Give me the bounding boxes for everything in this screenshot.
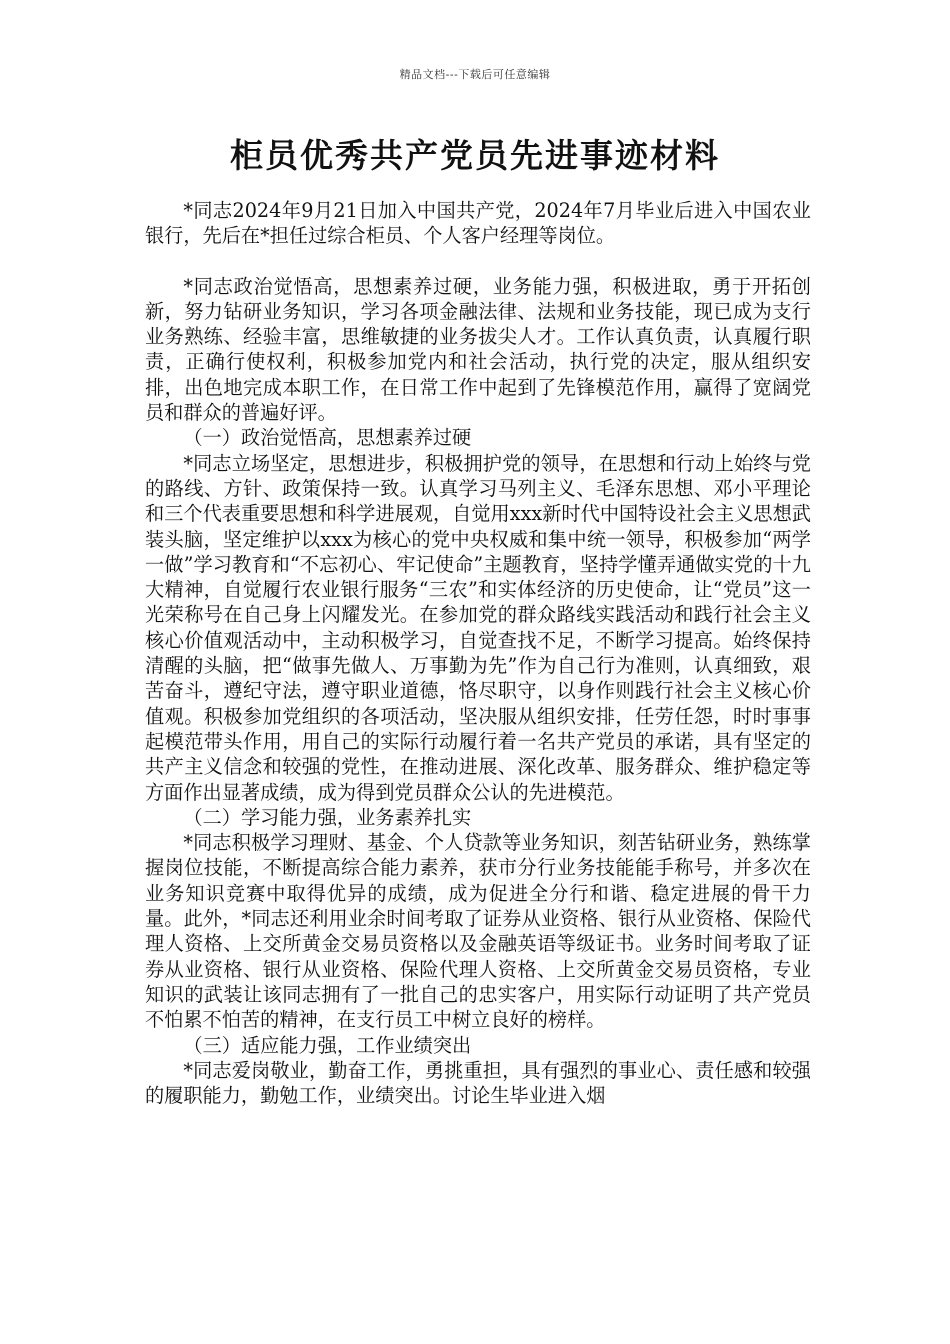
paragraph-section-1: *同志立场坚定，思想进步，积极拥护党的领导，在思想和行动上始终与党的路线、方针、政策保持一致。认真学习马列主义、毛泽东思想、邓小平理论和三个代表重要思想和科学进展观，自觉用xxx新时代中国特设社会主义思想武装头脑，坚定维护以xxx为核心的党中央权威和集中统一领导，积极参加“两学一做”学习教育和“不忘初心、牢记使命”主题教育，坚持学懂弄通做实党的十九大精神，自觉履行农业银行服务“三农”和实体经济的历史使命，让“党员”这一光荣称号在自己身上闪耀发光。在参加党的群众路线实践活动和践行社会主义核心价值观活动中，主动积极学习，自觉查找不足，不断学习提高。始终保持清醒的头脑，把“做事先做人、万事勤为先”作为自己行为准则，认真细致，艰苦奋斗，遵纪守法，遵守职业道德，恪尽职守，以身作则践行社会主义核心价值观。积极参加党组织的各项活动，坚决服从组织安排，任劳任怨，时时事事起模范带头作用，用自己的实际行动履行着一名共产党员的承诺，具有坚定的共产主义信念和较强的党性，在推动进展、深化改革、服务群众、维护稳定等方面作出显著成绩，成为得到党员群众公认的先进模范。 — [145, 451, 811, 804]
header-note: 精品文档---下载后可任意编辑 — [399, 68, 551, 81]
paragraph-summary: *同志政治觉悟高，思想素养过硬，业务能力强，积极进取，勇于开拓创新，努力钻研业务知识，学习各项金融法律、法规和业务技能，现已成为支行业务熟练、经验丰富，思维敏捷的业务拔尖人才。工作认真负责，认真履行职责，正确行使权利，积极参加党内和社会活动，执行党的决定，服从组织安排，出色地完成本职工作，在日常工作中起到了先锋模范作用，赢得了宽阔党员和群众的普遍好评。 — [145, 274, 811, 425]
document-body — [145, 198, 811, 1108]
paragraph-section-3: *同志爱岗敬业，勤奋工作，勇挑重担，具有强烈的事业心、责任感和较强的履职能力，勤勉工作，业绩突出。讨论生毕业进入烟 — [145, 1058, 811, 1108]
paragraph-section-2: *同志积极学习理财、基金、个人贷款等业务知识，刻苦钻研业务，熟练掌握岗位技能，不断提高综合能力素养，获市分行业务技能能手称号，并多次在业务知识竞赛中取得优异的成绩，成为促进全分行和谐、稳定进展的骨干力量。此外，*同志还利用业余时间考取了证券从业资格、银行从业资格、保险代理人资格、上交所黄金交易员资格以及金融英语等级证书。业务时间考取了证券从业资格、银行从业资格、保险代理人资格、上交所黄金交易员资格，专业知识的武装让该同志拥有了一批自己的忠实客户，用实际行动证明了共产党员不怕累不怕苦的精神，在支行员工中树立良好的榜样。 — [145, 831, 811, 1032]
document-title: 柜员优秀共产党员先进事迹材料 — [230, 136, 720, 175]
paragraph-intro: *同志2024年9月21日加入中国共产党，2024年7月毕业后进入中国农业银行，先后在*担任过综合柜员、个人客户经理等岗位。 — [145, 199, 811, 248]
section-heading-1: （一）政治觉悟高，思想素养过硬 — [183, 426, 472, 450]
section-heading-3: （三）适应能力强，工作业绩突出 — [183, 1033, 472, 1057]
section-heading-2: （二）学习能力强，业务素养扎实 — [183, 805, 472, 829]
